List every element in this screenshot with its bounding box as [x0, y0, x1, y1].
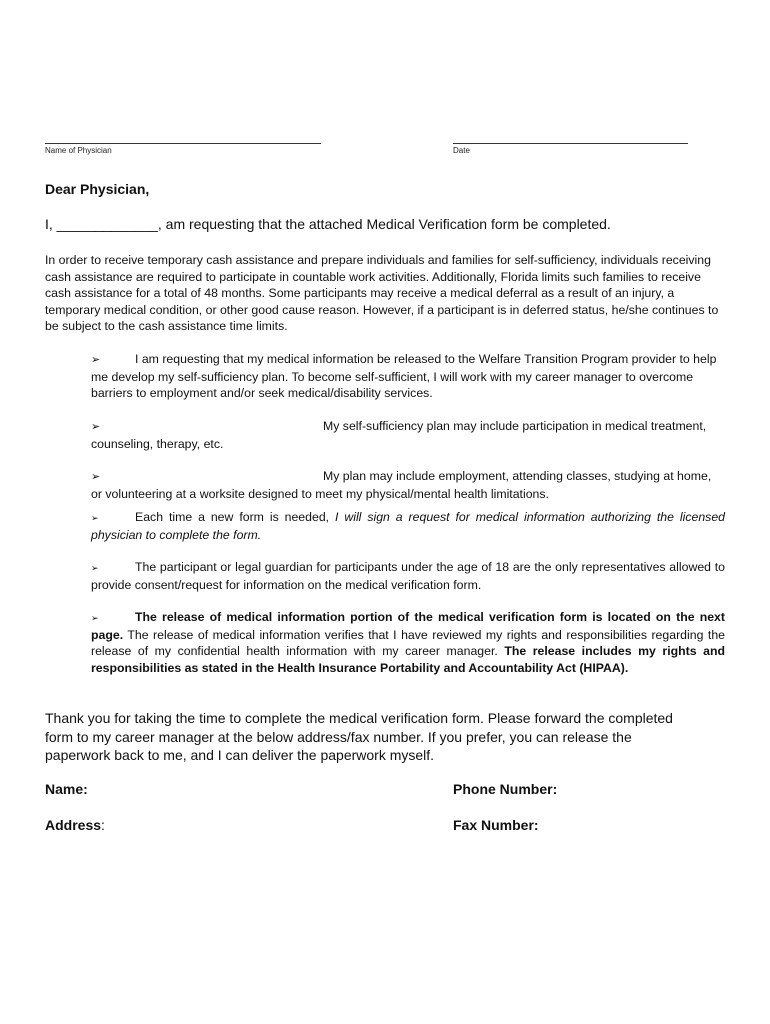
address-label-text: Address: [45, 817, 102, 833]
arrow-bullet-icon: ➢: [91, 613, 99, 623]
arrow-bullet-icon: ➢: [91, 421, 101, 433]
closing-paragraph: Thank you for taking the time to complete the medical verification form. Please forward the completed form to my career manager at the below address/fax number. If you prefer, you can release the paperwork back to me, and I can deliver the paperwork myself.: [45, 710, 673, 763]
letter-greeting: Dear Physician,: [45, 181, 150, 197]
bullet-item: [91, 351, 725, 402]
bullet-text: The release of medical information verifies that I have reviewed my rights and responsibilities regarding the release of my confidential health information with my career manager.: [91, 627, 725, 659]
arrow-bullet-icon: ➢: [91, 513, 99, 523]
request-sentence: [45, 216, 611, 232]
physician-name-label: Name of Physician: [45, 146, 112, 155]
request-prefix: I,: [45, 216, 57, 232]
bullet-bold-text: The release of medical information portion of the medical verification form is located on the next page.: [91, 610, 725, 642]
request-name-blank: _____________: [56, 216, 158, 232]
bullet-bold-text: The release includes my rights and responsibilities as stated in the Health Insurance Portability and Accountability Act (HIPAA).: [91, 644, 725, 675]
bullet-text: My plan may include employment, attending classes, studying at home, or volunteering at a worksite designed to meet my physical/mental health limitations.: [91, 469, 712, 501]
arrow-bullet-icon: ➢: [91, 563, 99, 573]
date-label: Date: [453, 146, 470, 155]
bullet-text: My self-sufficiency plan may include participation in medical treatment, counseling, therapy, etc.: [91, 419, 707, 451]
request-suffix: , am requesting that the attached Medical Verification form be completed.: [157, 216, 611, 232]
bullet-text: Each time a new form is needed,: [135, 510, 335, 524]
bullet-item: [91, 609, 725, 676]
address-field-label: [45, 817, 105, 833]
bullet-italic-text: I will sign a request for medical information authorizing the licensed physician to complete the form.: [91, 510, 725, 542]
phone-number-field-label: Phone Number:: [453, 781, 558, 797]
intro-paragraph: In order to receive temporary cash assistance and prepare individuals and families for self-sufficiency, individuals receiving cash assistance are required to participate in countable work activities. Additionally, Florida limits such families to receive cash assistance for a total of 48 months. Some participants may receive a medical deferral as a result of an injury, a temporary medical condition, or other good cause reason. However, if a participant is in deferred status, he/she continues to be subject to the cash assistance time limits.: [45, 253, 719, 334]
arrow-bullet-icon: ➢: [91, 354, 101, 366]
bullet-item: [91, 468, 725, 502]
name-field-label: Name:: [45, 781, 88, 797]
arrow-bullet-icon: ➢: [91, 471, 101, 483]
bullet-item: [91, 559, 725, 593]
fax-number-field-label: Fax Number:: [453, 817, 539, 833]
bullet-text: I am requesting that my medical information be released to the Welfare Transition Program provider to help me develop my self-sufficiency plan. To become self-sufficient, I will work with my career manager to overcome barriers to employment and/or seek medical/disability services.: [91, 352, 717, 401]
bullet-item: [91, 418, 725, 452]
date-signature-line: [453, 143, 688, 144]
physician-signature-line: [45, 143, 321, 144]
address-label-colon: :: [101, 817, 105, 833]
bullet-item: [91, 509, 725, 543]
bullet-text: The participant or legal guardian for participants under the age of 18 are the only representatives allowed to provide consent/request for information on the medical verification form.: [91, 560, 725, 592]
